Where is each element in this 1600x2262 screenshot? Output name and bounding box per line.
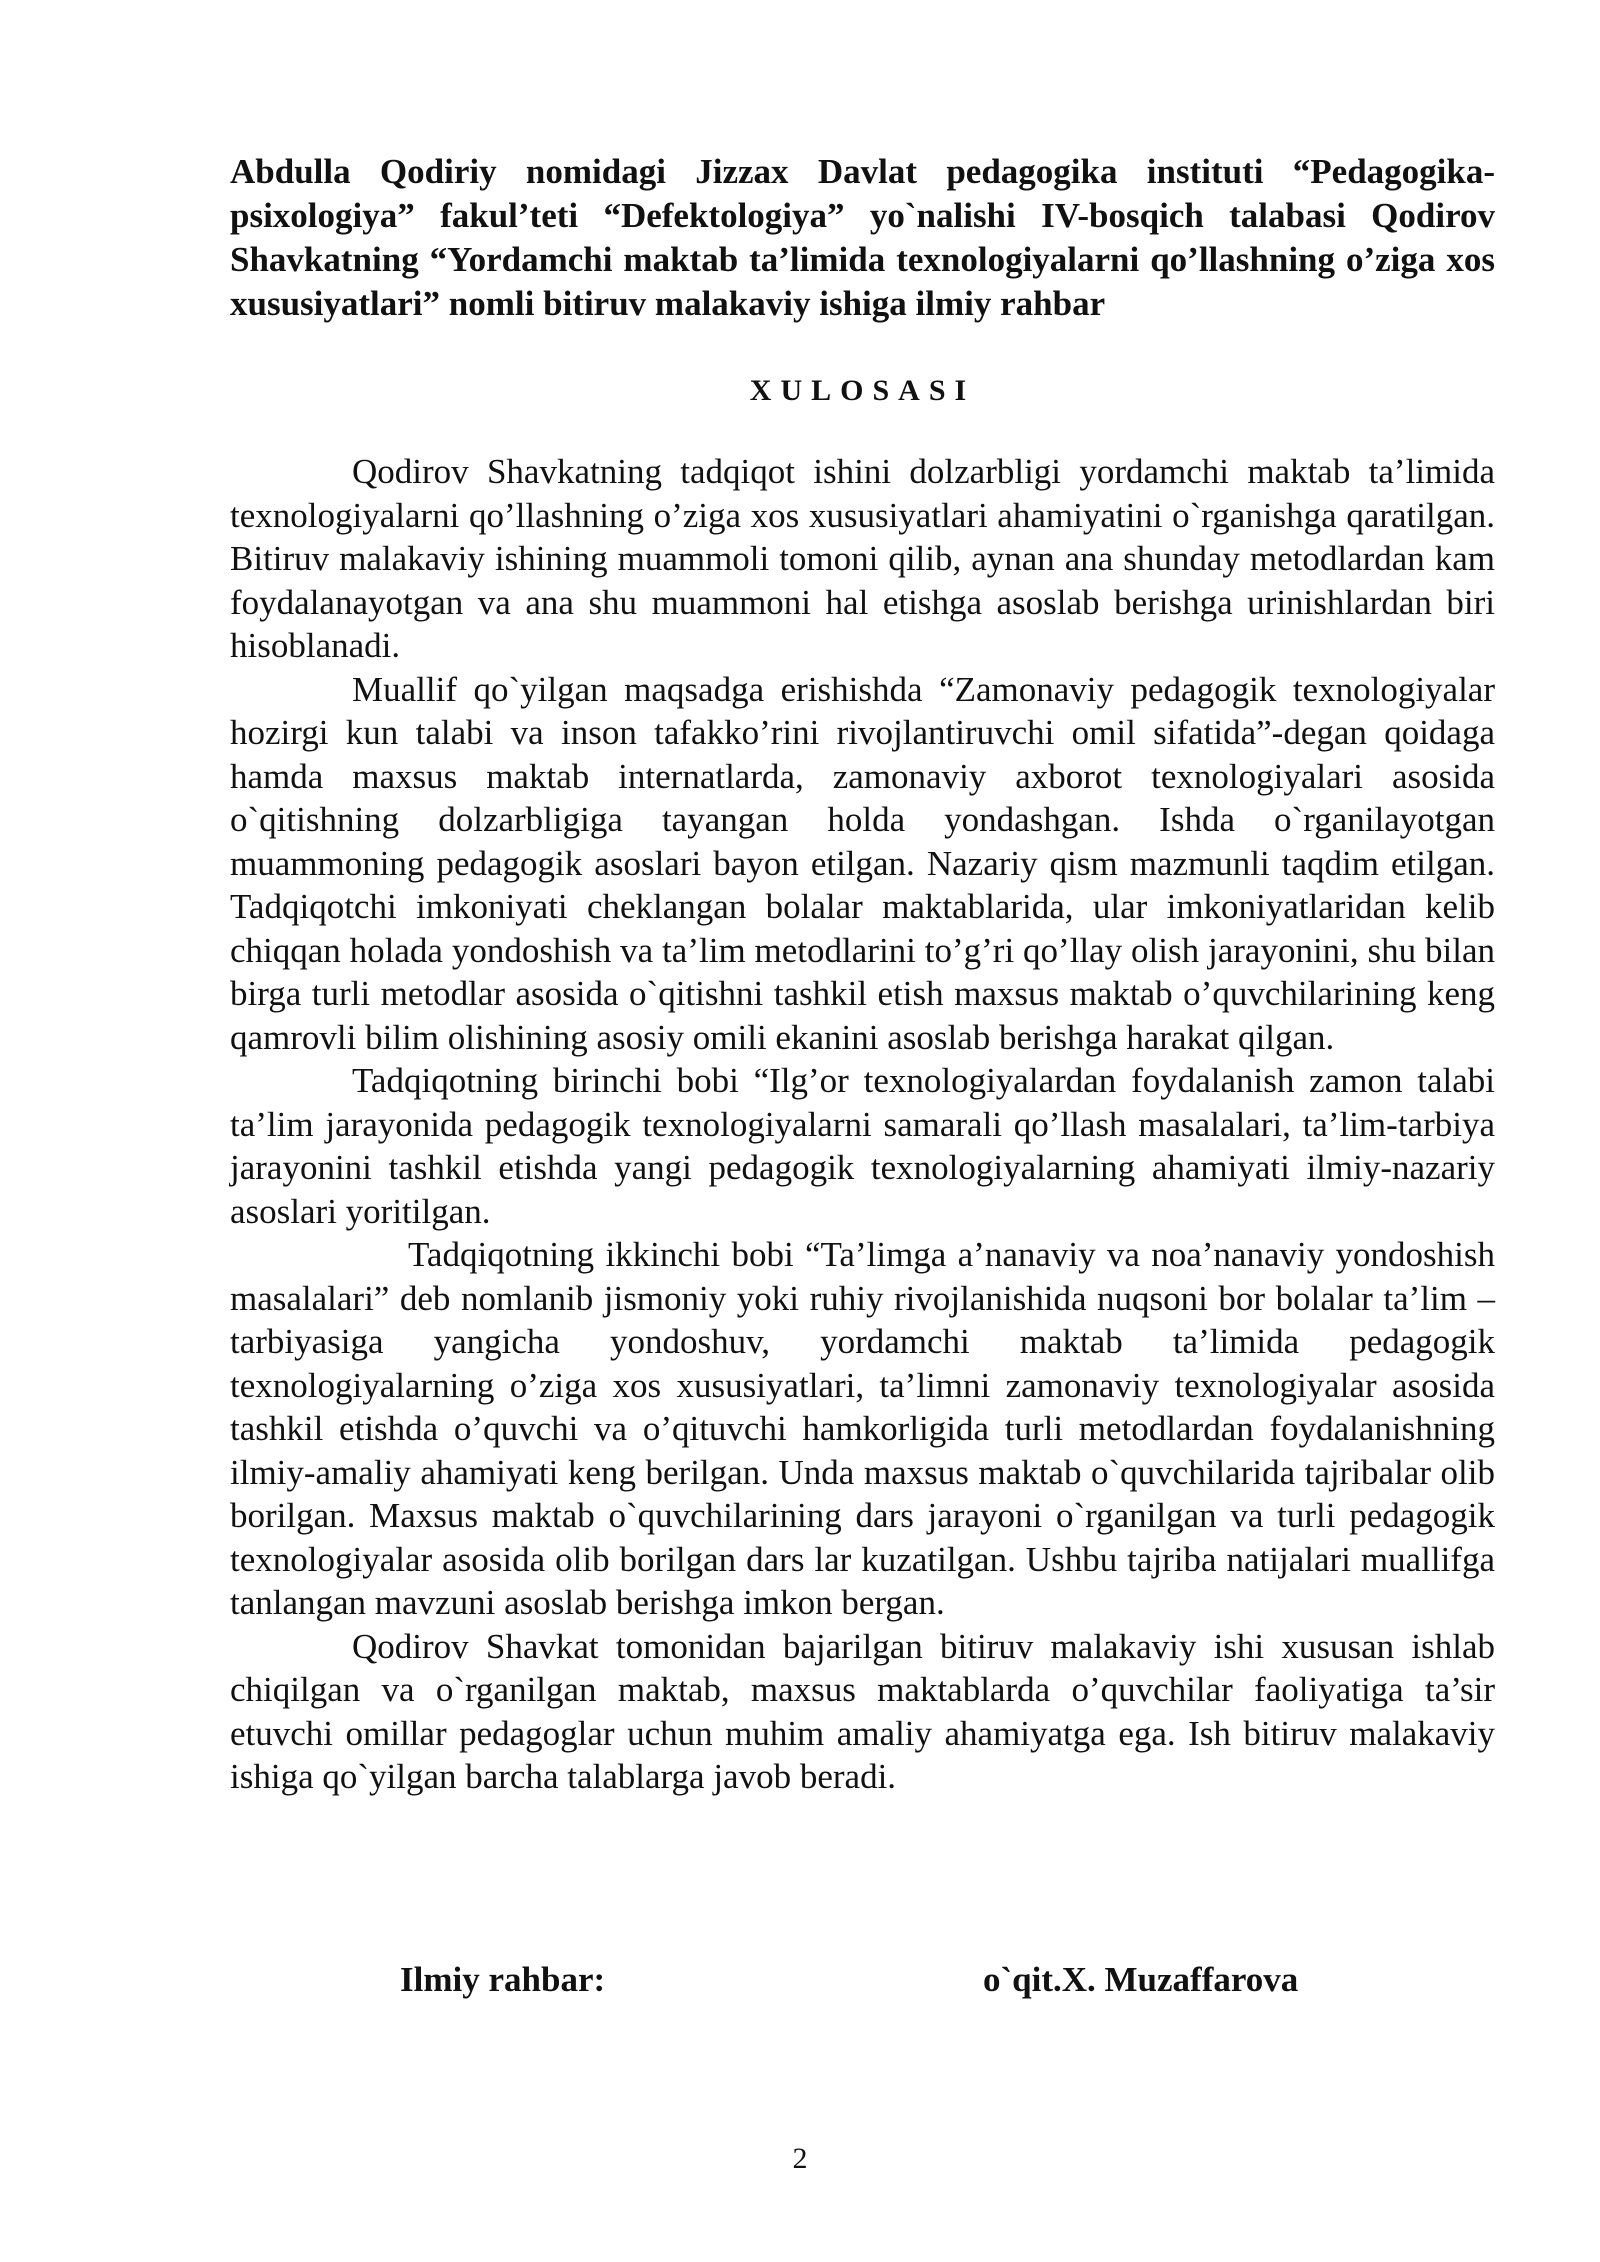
paragraph-2: Muallif qo`yilgan maqsadga erishishda “Zamonaviy pedagogik texnologiyalar hozirgi kun talabi va inson tafakko’rini rivojlantiruvchi omil sifatida”-degan qoidaga hamda maxsus maktab internatlarda, zamonaviy axborot texnologiyalari asosida o`qitishning dolzarbligiga tayangan holda yondashgan. Ishda o`rganilayotgan muammoning pedagogik asoslari bayon etilgan. Nazariy qism mazmunli taqdim etilgan. Tadqiqotchi imkoniyati cheklangan bolalar maktablarida, ular imkoniyatlaridan kelib chiqqan holada yondoshish va ta’lim metodlarini to’g’ri qo’llay olish jarayonini, shu bilan birga turli metodlar asosida o`qitishni tashkil etish maxsus maktab o’quvchilarining keng qamrovli bilim olishining asosiy omili ekanini asoslab berishga harakat qilgan. [230,669,1495,1057]
paragraph-5: Qodirov Shavkat tomonidan bajarilgan bitiruv malakaviy ishi xususan ishlab chiqilgan va o`rganilgan maktab, maxsus maktablarda o’quvchilar faoliyatiga ta’sir etuvchi omillar pedagoglar uchun muhim amaliy ahamiyatga ega. Ish bitiruv malakaviy ishiga qo`yilgan barcha talablarga javob beradi. [230,1626,1495,1796]
page-number: 2 [792,2142,808,2175]
document-title: XULOSASI [749,374,976,407]
signature-label: Ilmiy rahbar: [400,1960,606,1999]
paragraph-4: Tadqiqotning ikkinchi bobi “Ta’limga a’nanaviy va noa’nanaviy yondoshish masalalari” deb nomlanib jismoniy yoki ruhiy rivojlanishida nuqsoni bor bolalar ta’lim – tarbiyasiga yangicha yondoshuv, yordamchi maktab ta’limida pedagogik texnologiyalarning o’ziga xos xususiyatlari, ta’limni zamonaviy texnologiyalar asosida tashkil etishda o’quvchi va o’qituvchi hamkorligida turli metodlardan foydalanishning ilmiy-amaliy ahamiyati keng berilgan. Unda maxsus maktab o`quvchilarida tajribalar olib borilgan. Maxsus maktab o`quvchilarining dars jarayoni o`rganilgan va turli pedagogik texnologiyalar asosida olib borilgan dars lar kuzatilgan. Ushbu tajriba natijalari muallifga tanlangan mavzuni asoslab berishga imkon bergan. [230,1235,1495,1622]
signature-name: o`qit.X. Muzaffarova [983,1960,1299,1999]
document-heading: Abdulla Qodiriy nomidagi Jizzax Davlat pedagogika instituti “Pedagogika-psixologiya” fakul’teti “Defektologiya” yo`nalishi IV-bosqich talabasi Qodirov Shavkatning “Yordamchi maktab ta’limida texnologiyalarni qo’llashning o’ziga xos xususiyatlari” nomli bitiruv malakaviy ishiga ilmiy rahbar [230,152,1495,323]
paragraph-3: Tadqiqotning birinchi bobi “Ilg’or texnologiyalardan foydalanish zamon talabi ta’lim jarayonida pedagogik texnologiyalarni samarali qo’llash masalalari, ta’lim-tarbiya jarayonini tashkil etishda yangi pedagogik texnologiyalarning ahamiyati ilmiy-nazariy asoslari yoritilgan. [230,1061,1495,1231]
paragraph-1: Qodirov Shavkatning tadqiqot ishini dolzarbligi yordamchi maktab ta’limida texnologiyalarni qo’llashning o’ziga xos xususiyatlari ahamiyatini o`rganishga qaratilgan. Bitiruv malakaviy ishining muammoli tomoni qilib, aynan ana shunday metodlardan kam foydalanayotgan va ana shu muammoni hal etishga asoslab berishga urinishlardan biri hisoblanadi. [230,452,1495,665]
document-body [230,150,1495,1799]
